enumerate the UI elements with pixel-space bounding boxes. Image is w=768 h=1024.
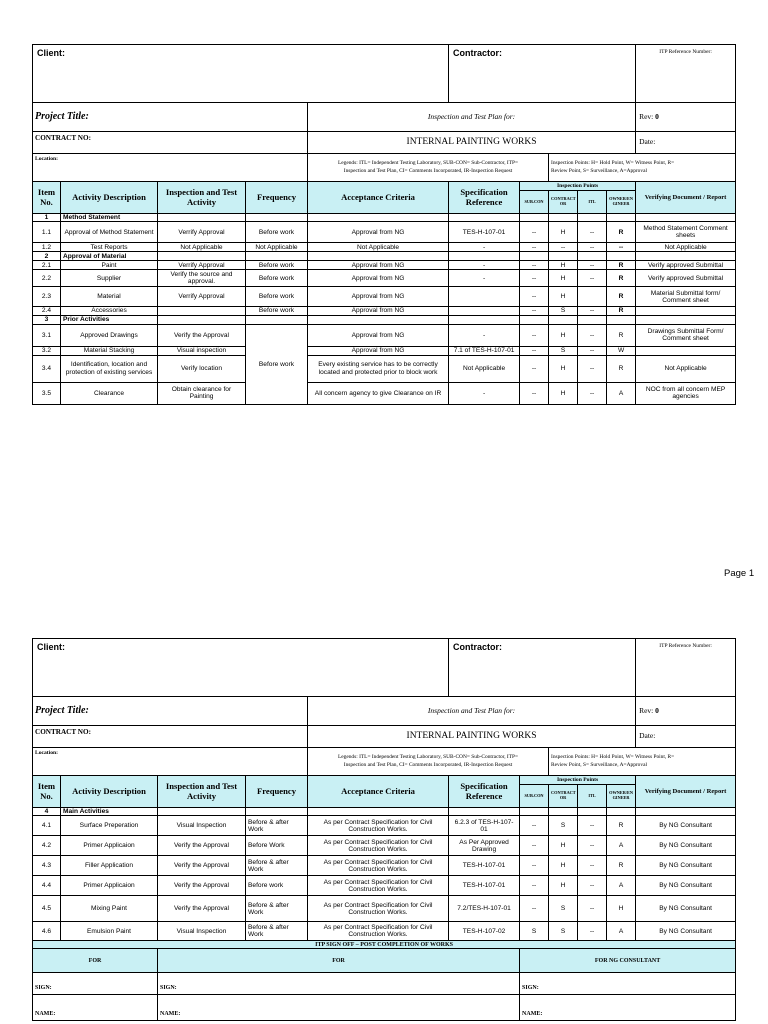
table-row: 4.3 Filler Application Verify the Approval Before & after Work As per Contract Specification for Civil Construction Works. TES-H-107-01 -- H -- R By NG Consultant (33, 856, 736, 876)
signoff-for-consultant: FOR NG CONSULTANT (520, 949, 736, 973)
col-inspection-points: Inspection Points (520, 182, 636, 191)
col-itl: ITL (578, 785, 607, 808)
col-itl: ITL (578, 191, 607, 214)
col-frequency: Frequency (246, 776, 308, 808)
sign-field[interactable]: SIGN: (520, 973, 736, 995)
col-activity: Activity Description (61, 182, 158, 214)
table-row: 4.5 Mixing Paint Verify the Approval Before & after Work As per Contract Specification for Civil Construction Works. 7.2/TES-H-107-01 -- S -- H By NG Consultant (33, 896, 736, 922)
table-row: 4.2 Primer Applicaion Verify the Approval Before Work As per Contract Specification for Civil Construction Works. As Per Approved Drawing -- H -- A By NG Consultant (33, 836, 736, 856)
legends-text: Legends: ITL= Independent Testing Laboratory, SUB-CON= Sub-Contractor, ITP= Inspection and Test Plan, CI= Comments Incorporated, IR-Inspection Request (308, 748, 549, 776)
table-row: 2.1 Paint Verrify Approval Before work Approval from NG - -- H -- R Verify approved Submittal (33, 261, 736, 270)
col-activity: Activity Description (61, 776, 158, 808)
sign-field[interactable]: SIGN: (33, 973, 158, 995)
table-row: 4.6 Emulsion Paint Visual Inspection Before & after Work As per Contract Specification for Civil Construction Works. TES-H-107-02 S S -- A By NG Consultant (33, 922, 736, 941)
plan-for-label: Inspection and Test Plan for: (308, 697, 636, 726)
col-inspection-test: Inspection and Test Activity (158, 776, 246, 808)
work-title: INTERNAL PAINTING WORKS (308, 726, 636, 748)
col-inspection-test: Inspection and Test Activity (158, 182, 246, 214)
plan-for-label: Inspection and Test Plan for: (308, 103, 636, 132)
legends-text: Legends: ITL= Independent Testing Laboratory, SUB-CON= Sub-Contractor, ITP= Inspection and Test Plan, CI= Comments Incorporated, IR-Inspection Request (308, 154, 549, 182)
client-field: Client: (33, 639, 449, 697)
table-row: 3.2 Material Stacking Visual inspection Approval from NG 7.1 of TES-H-107-01 -- S -- W (33, 346, 736, 355)
col-item-no: Item No. (33, 776, 61, 808)
date-field: Date: (636, 726, 736, 748)
table-row: 1.1 Approval of Method Statement Verrify Approval Before work Approval from NG TES-H-107-01 -- H -- R Method Statement Comment sheets (33, 222, 736, 243)
contract-no-label: CONTRACT NO: (33, 132, 308, 154)
table-row: 2.4 Accessories Before work Approval from NG -- S -- R (33, 307, 736, 315)
col-verifying-doc: Verifying Document / Report (636, 776, 736, 808)
col-contractor: CONTRACT OR (549, 191, 578, 214)
contract-no-label: CONTRACT NO: (33, 726, 308, 748)
itp-reference-field: ITP Reference Number: (636, 639, 736, 697)
col-contractor: CONTRACT OR (549, 785, 578, 808)
signoff-for-2: FOR (158, 949, 520, 973)
sign-field[interactable]: SIGN: (158, 973, 520, 995)
name-field[interactable]: NAME: (158, 995, 520, 1021)
col-frequency: Frequency (246, 182, 308, 214)
name-field[interactable]: NAME: (33, 995, 158, 1021)
inspection-points-legend: Inspection Points: H= Hold Point, W= Witness Point, R= Review Point, S= Surveillance, A=Approval (549, 154, 736, 182)
date-field: Date: (636, 132, 736, 154)
signoff-for-1: FOR (33, 949, 158, 973)
location-label: Location: (33, 748, 308, 776)
col-sub-con: SUB.CON (520, 191, 549, 214)
col-specification: Specification Reference (449, 182, 520, 214)
table-row: 4.1 Surface Preperation Visual Inspection Before & after Work As per Contract Specification for Civil Construction Works. 6.2.3 of TES-H-107-01 -- S -- R By NG Consultant (33, 816, 736, 836)
table-row: 2.3 Material Verrify Approval Before work Approval from NG -- H R Material Submittal form/ Comment sheet (33, 287, 736, 307)
col-inspection-points: Inspection Points (520, 776, 636, 785)
col-owner: OWNER/EN GINEER (607, 785, 636, 808)
section-row: 4 Main Activities (33, 808, 736, 816)
rev-field: Rev: 0 (636, 103, 736, 132)
col-verifying-doc: Verifying Document / Report (636, 182, 736, 214)
work-title: INTERNAL PAINTING WORKS (308, 132, 636, 154)
inspection-points-legend: Inspection Points: H= Hold Point, W= Witness Point, R= Review Point, S= Surveillance, A=Approval (549, 748, 736, 776)
col-acceptance: Acceptance Criteria (308, 182, 449, 214)
page-number: Page 1 (724, 568, 755, 579)
project-title-label: Project Title: (33, 697, 308, 726)
table-row: 3.1 Approved Drawings Verify the Approval Before work Approval from NG - -- H -- R Drawings Submittal Form/ Comment sheet (33, 324, 736, 346)
merged-frequency: Before work (246, 324, 308, 404)
table-row: 2.2 Supplier Verify the source and approval. Before work Approval from NG - -- H -- R Verify approved Submittal (33, 270, 736, 287)
client-field: Client: (33, 45, 449, 103)
col-item-no: Item No. (33, 182, 61, 214)
table-row: 1.2 Test Reports Not Applicable Not Applicable Not Applicable - -- -- -- -- Not Applicable (33, 243, 736, 252)
col-owner: OWNER/EN GINEER (607, 191, 636, 214)
section-row: 3 Prior Activities (33, 315, 736, 324)
col-sub-con: SUB.CON (520, 785, 549, 808)
name-field[interactable]: NAME: (520, 995, 736, 1021)
location-label: Location: (33, 154, 308, 182)
contractor-field: Contractor: (449, 639, 636, 697)
rev-field: Rev: 0 (636, 697, 736, 726)
itp-sheet-page2 (32, 638, 735, 1021)
col-acceptance: Acceptance Criteria (308, 776, 449, 808)
contractor-field: Contractor: (449, 45, 636, 103)
col-specification: Specification Reference (449, 776, 520, 808)
itp-sheet-page1 (32, 44, 735, 405)
section-row: 1 Method Statement (33, 214, 736, 222)
section-row: 2 Approval of Material (33, 252, 736, 261)
table-row: 3.4 Identification, location and protection of existing services Verify location Every existing service has to be correctly located and protected prior to block work Not Applicable -- H -- R Not Applicable (33, 355, 736, 382)
itp-reference-field: ITP Reference Number: (636, 45, 736, 103)
project-title-label: Project Title: (33, 103, 308, 132)
signoff-title: ITP SIGN OFF – POST COMPLETION OF WORKS (33, 941, 736, 949)
table-row: 3.5 Clearance Obtain clearance for Painting All concern agency to give Clearance on IR - -- H -- A NOC from all concern MEP agencies (33, 382, 736, 404)
table-row: 4.4 Primer Applicaion Verify the Approval Before work As per Contract Specification for Civil Construction Works. TES-H-107-01 -- H -- A By NG Consultant (33, 876, 736, 896)
